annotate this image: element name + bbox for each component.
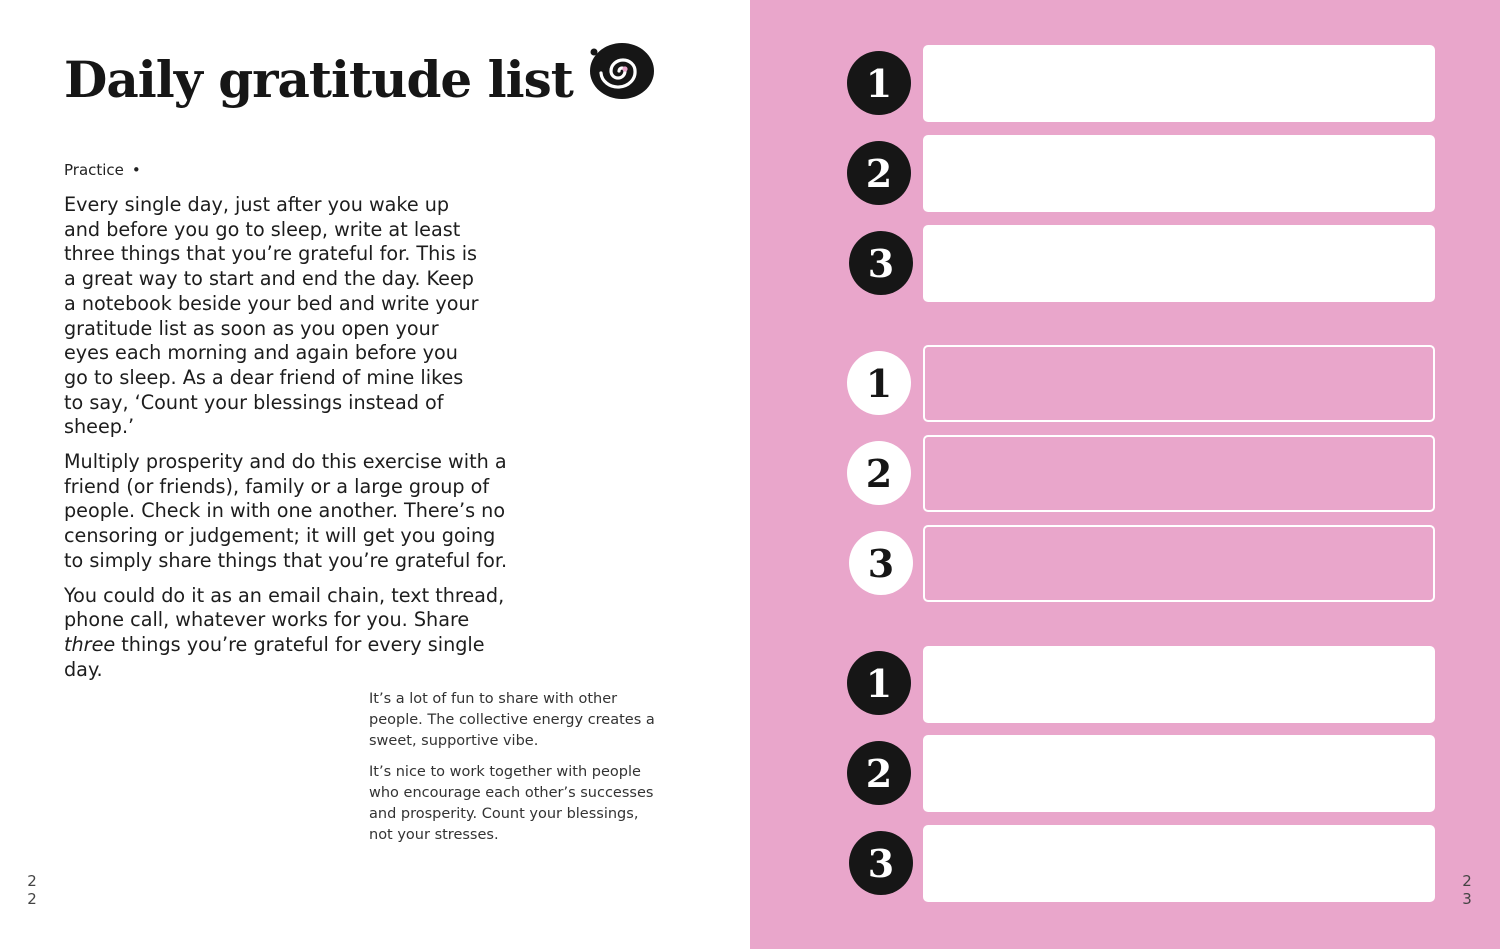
body-paragraph-3 [64, 584, 509, 683]
gratitude-entry-box[interactable] [923, 825, 1435, 902]
gratitude-entry-box[interactable] [923, 45, 1435, 122]
page-number-left: 2 2 [27, 872, 37, 908]
number-badge: 1 [847, 351, 911, 415]
number-badge: 1 [847, 651, 911, 715]
side-note-paragraph-1: It’s a lot of fun to share with other people. The collective energy creates a sweet, supportive vibe. [369, 691, 655, 749]
section-label [64, 161, 141, 179]
gratitude-entry-box[interactable] [923, 435, 1435, 512]
number-badge: 2 [847, 141, 911, 205]
gratitude-entry-box[interactable] [923, 345, 1435, 422]
gratitude-entry-box[interactable] [923, 225, 1435, 302]
body-paragraph-3-emphasis: three [64, 632, 116, 656]
page-title: Daily gratitude list [64, 50, 573, 109]
practice-label: Practice [64, 161, 124, 179]
gratitude-entry-box[interactable] [923, 525, 1435, 602]
number-badge: 3 [849, 531, 913, 595]
body-paragraph-2: Multiply prosperity and do this exercise with a friend (or friends), family or a large group of people. Check in with one another. There’s no censoring or judgement; it will get you going to simply share things that you’re grateful for. [64, 450, 508, 572]
number-badge: 1 [847, 51, 911, 115]
side-note-paragraph-2: It’s nice to work together with people who encourage each other’s successes and prosperity. Count your blessings, not your stresses. [369, 764, 654, 843]
gratitude-entry-box[interactable] [923, 735, 1435, 812]
body-paragraph-3-end: things you’re grateful for every single day. [64, 632, 485, 681]
body-text [64, 193, 509, 692]
body-paragraph-3-start: You could do it as an email chain, text thread, phone call, whatever works for you. Share [64, 583, 505, 632]
side-note [369, 689, 659, 856]
gratitude-entry-box[interactable] [923, 135, 1435, 212]
spiral-icon [586, 42, 656, 102]
gratitude-entry-box[interactable] [923, 646, 1435, 723]
number-badge: 3 [849, 231, 913, 295]
number-badge: 3 [849, 831, 913, 895]
number-badge: 2 [847, 441, 911, 505]
page-number-right: 2 3 [1462, 872, 1472, 908]
bullet-dot: • [131, 161, 141, 179]
number-badge: 2 [847, 741, 911, 805]
body-paragraph-1: Every single day, just after you wake up and before you go to sleep, write at least three things that you’re grateful for. This is a great way to start and end the day. Keep a notebook beside your bed and write your gratitude list as soon as you open your eyes each morning and again before you go to sleep. As a dear friend of mine likes to say, ‘Count your blessings instead of sheep.’ [64, 193, 479, 439]
